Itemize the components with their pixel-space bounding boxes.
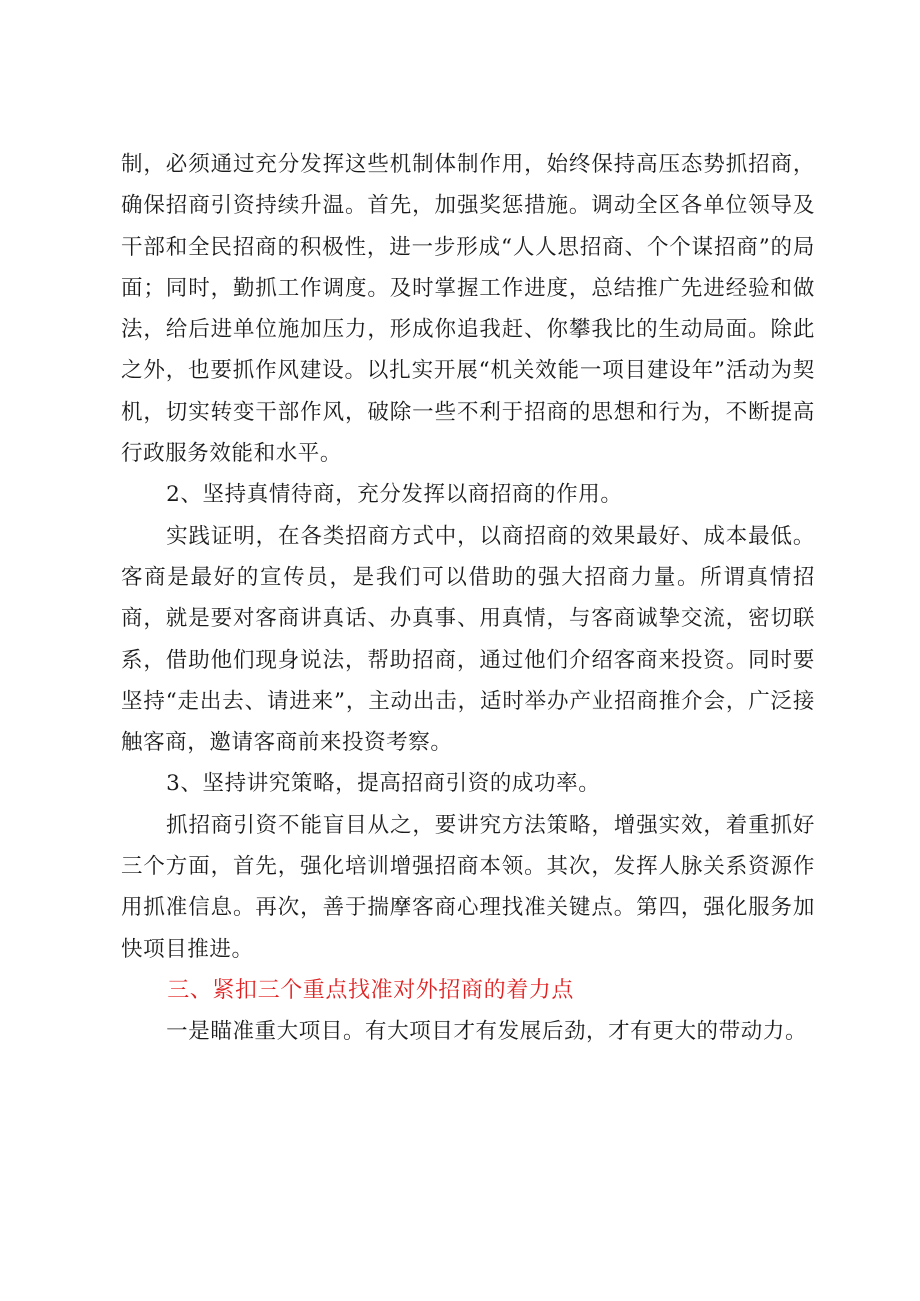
subheading-2: 2、坚持真情待商，充分发挥以商招商的作用。 (166, 482, 623, 508)
paragraph-continuation: 制，必须通过充分发挥这些机制体制作用，始终保持高压态势抓招商，确保招商引资持续升温。首先，加强奖惩措施。调动全区各单位领导及干部和全民招商的积极性，进一步形成“人人思招商、个个谋招商”的局面；同时，勤抓工作调度。及时掌握工作进度，总结推广先进经验和做法，给后进单位施加压力，形成你追我赶、你攀我比的生动局面。除此之外，也要抓作风建设。以扎实开展“机关效能一项目建设年”活动为契机，切实转变干部作风，破除一些不利于招商的思想和行为，不断提高行政服务效能和水平。 (121, 152, 815, 467)
paragraph-section-3-body: 一是瞄准重大项目。有大项目才有发展后劲，才有更大的带动力。 (166, 1019, 808, 1045)
section-heading-3: 三、紧扣三个重点找准对外招商的着力点 (167, 977, 574, 1003)
document-body (121, 144, 815, 1053)
paragraph-2-body: 实践证明，在各类招商方式中，以商招商的效果最好、成本最低。客商是最好的宣传员，是我们可以借助的强大招商力量。所谓真情招商，就是要对客商讲真话、办真事、用真情，与客商诚挚交流，密切联系，借助他们现身说法，帮助招商，通过他们介绍客商来投资。同时要坚持“走出去、请进来”，主动出击，适时举办产业招商推介会，广泛接触客商，邀请客商前来投资考察。 (121, 523, 815, 756)
subheading-3: 3、坚持讲究策略，提高招商引资的成功率。 (166, 771, 601, 797)
paragraph-3-body: 抓招商引资不能盲目从之，要讲究方法策略，增强实效，着重抓好三个方面，首先，强化培训增强招商本领。其次，发挥人脉关系资源作用抓准信息。再次，善于揣摩客商心理找准关键点。第四，强化服务加快项目推进。 (121, 812, 815, 962)
